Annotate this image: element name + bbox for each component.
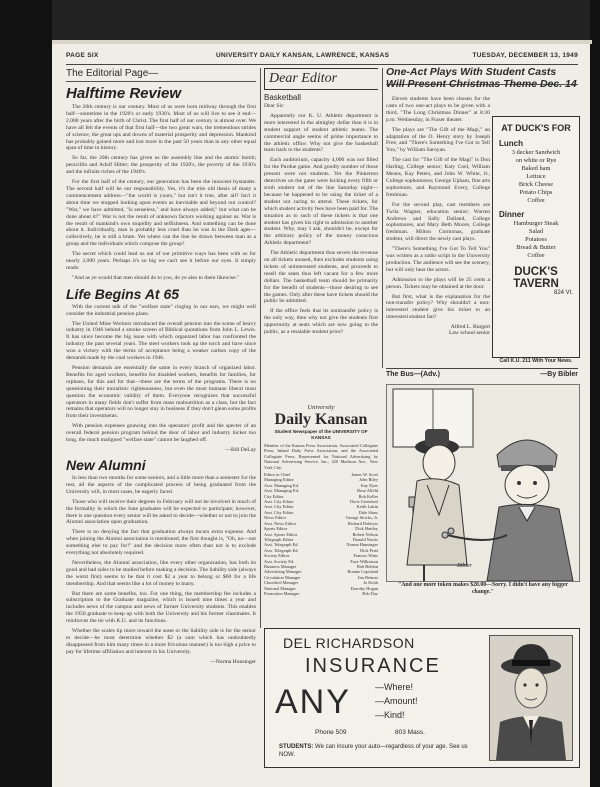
staff-person: Dale Shaw (358, 509, 378, 515)
staff-person: Frances Watts (353, 553, 378, 559)
insurance-any: ANY (275, 683, 351, 721)
alumni-headline: New Alumni (66, 456, 146, 473)
menu-item: Potatoes (525, 236, 547, 243)
plays-column (386, 96, 490, 368)
staff-person: Dick Pratt (360, 547, 378, 553)
bus-cartoon-drawing (387, 385, 579, 581)
call-news-line: Call K.U. 211 With Your News. (499, 358, 573, 364)
halftime-paragraph: The secret which could lead us out of our primitive ways has been with us for nearly 2,000 years. Perhaps it's so big we can't see it before our eyes. It simply reads: (66, 251, 256, 271)
life-paragraph: With the current talk of the "welfare state" ringing in our ears, we might well consider the industrial pension plans. (66, 303, 256, 317)
cartoon-illustration (386, 384, 580, 582)
letter-signature-role: Law school senior (448, 330, 490, 337)
cartoon-signature: Bibler (457, 563, 472, 569)
letter-paragraph: The Athletic department thus severs the revenue on all tickets unused, then excludes students using tickets of uninterested students, and proceeds to resell the seats thus left vacant for a few more dollars. The basketball team should be primarily for the benefit of students—those desiring to see the games. Only after these have tickets should the public be admitted. (264, 250, 378, 305)
staff-role: Advertising Manager (264, 569, 302, 575)
dear-editor-title: Dear Editor (269, 71, 338, 86)
menu-item: Hamburger Steak (513, 220, 559, 227)
staff-role: Editor in Chief (264, 472, 291, 478)
staff-person: Bob Keller (358, 493, 378, 499)
staff-person: Bob Beldon (356, 563, 378, 569)
staff-role: Asst. Society Ed. (264, 558, 295, 564)
alumni-paragraph: But there are some benefits, too. For one thing, the membership fee includes a subscription to the Graduate magazine, which is issued nine times a year and includes news of the campus and news of former University students. This enables the 1950 graduate to keep up with both the University and his former classmates. It reinforces the tie with K.U. and its functions. (66, 590, 256, 625)
insurance-where: —Where! (375, 682, 414, 692)
life-paragraph: With pension expenses gnawing into the operators' profit and the specter of an overall federal pension program behind the door of labor and industry bicker too long, the much maligned "welfare state" cannot be laughed off. (66, 423, 256, 444)
masthead-title: Daily Kansan (274, 411, 368, 428)
page-number: PAGE SIX (66, 52, 99, 59)
cartoon-byline: —By Bibler (540, 371, 578, 378)
masthead-small: University (307, 404, 335, 411)
header-rule (66, 64, 578, 65)
menu-item: 3 decker Sandwich (511, 149, 561, 156)
menu-item: on white or Rye (515, 157, 557, 164)
paper-name: UNIVERSITY DAILY KANSAN, LAWRENCE, KANSAS (216, 52, 390, 59)
agent-portrait (489, 635, 573, 761)
staff-person: Dorothy Hogan (350, 585, 378, 591)
cartoon-caption: "And one more token makes $20.00—Sorry. I didn't have any bigger change." (398, 582, 568, 595)
staff-role: National Manager (264, 585, 296, 591)
staff-person: George Stricks, Jr. (345, 515, 378, 521)
staff-role: Asst. Telegraph Ed. (264, 542, 299, 548)
alumni-paragraph: There is no denying the fact that graduation always incurs extra expense. And when joining the Alumni association is mentioned, the first thought is, "Oh, no—not something else to pay for!" and the decision more often than not is to exclude everything not absolutely required. (66, 529, 256, 557)
staff-role: News Editor (264, 515, 287, 521)
staff-role: City Editor (264, 493, 284, 499)
ducks-name: DUCK'S (514, 266, 558, 278)
plays-paragraph: The plays are "The Gift of the Magi," an adaptation of the O. Henry story by Joseph Free, and "There's Something I've Got to Tell You," by William Saroyan. (386, 126, 490, 154)
cartoon-rule (386, 368, 578, 369)
editorial-column (66, 68, 256, 783)
staff-person: Bonnie Copeland (347, 569, 378, 575)
staff-person: Dick Hartley (355, 526, 378, 532)
staff-role: Sports Editor (264, 526, 288, 532)
staff-role: Asst. City Editor (264, 504, 294, 510)
staff-role: Asst. News Editor (264, 520, 297, 526)
staff-role: Asst. Managing Ed. (264, 488, 299, 494)
plays-headline-line2: Will Present Christmas Theme Dec. 14 (386, 78, 577, 90)
halftime-paragraph: "And as ye would that men should do to you, do ye also to them likewise." (72, 274, 240, 281)
halftime-headline: Halftime Review (66, 85, 182, 102)
page-date: TUESDAY, DECEMBER 13, 1949 (472, 52, 578, 59)
plays-paragraph: Admission to the plays will be 25 cents a person. Tickets may be obtained at the door. (386, 276, 490, 290)
insurance-word: INSURANCE (305, 655, 441, 677)
staff-role: Managing Editor (264, 477, 294, 483)
menu-item: Coffee (527, 197, 545, 204)
life-signature: —Bill DeLay (225, 446, 256, 453)
menu-item: Salad (528, 228, 544, 235)
column-rule (382, 68, 383, 368)
dinner-menu (493, 220, 579, 260)
staff-person: John Riley (359, 477, 378, 483)
letter-paragraph: Apparently our K. U. Athletic department is more interested in the almighty dollar than it is in student support of student athletic teams. The commercial angle seems of prime importance to the athletic office. Why not give the basketball team back to the students? (264, 112, 378, 154)
letter-salutation: Dear Sir: (264, 103, 285, 109)
staff-role: Circulation Manager (264, 574, 301, 580)
staff-role: Asst. Telegraph Ed. (264, 547, 299, 553)
alumni-signature: —Norma Hunsinger (210, 658, 256, 665)
staff-role: Asst. City Editor (264, 499, 294, 505)
dear-editor-box (264, 68, 378, 90)
plays-paragraph: The cast for "The Gift of the Magi" is Don Harling, College senior; Katy Coel, William Means, Kay Peters, and John W. White, Jr., College sophomores; George Upham, fine arts sophomore, and Raymond Every, College freshman. (386, 157, 490, 198)
insurance-phone: Phone 509 (315, 729, 347, 736)
column-rule (260, 68, 261, 628)
ducks-ad (492, 116, 580, 358)
staff-person: Robert Nelson (352, 531, 378, 537)
dinner-heading: Dinner (499, 210, 525, 219)
life-headline: Life Begins At 65 (66, 285, 180, 302)
alumni-paragraph: Nevertheless, the Alumni association, like every other organization, has both its good and bad sides to be studied before making a decision. The liability side (always the worst first) seems to be that it cost $2 a year to belong or $60 for a life membership. And that seems like a lot of money to many. (66, 559, 256, 587)
ducks-tavern: TAVERN (513, 278, 559, 290)
staff-person: Keith Lattin (356, 504, 378, 510)
lunch-heading: Lunch (499, 139, 523, 148)
agent-portrait-drawing (490, 636, 572, 760)
letter-subhead: Basketball (264, 93, 301, 102)
staff-person: Jo Keith (363, 580, 378, 586)
letter-signature-name: Alfred L. Burgert (450, 324, 490, 331)
menu-item: Brick Cheese (518, 181, 554, 188)
staff-person: Jim Reimer (357, 574, 378, 580)
insurance-students-note (279, 743, 479, 759)
staff-role: Classified Manager (264, 580, 299, 586)
page-header (66, 52, 578, 64)
staff-role: Telegraph Editor (264, 536, 294, 542)
insurance-amount: —Amount! (375, 696, 418, 706)
cartoon-title: The Bus—(Adv.) (386, 371, 440, 378)
halftime-paragraph: For the first half of the century, our generation has been the innocent bystander. The second half will be our responsibility. Yes, it's the trite old thesis of many a commencement address—"the world is yours," but isn't it true, after all? Isn't it about time we stopped looking upon events as inevitable and beyond our control? "War," we have admitted, "is senseless," and have always added," but what can be done about it?" War is not the result of unknown factors working against us. War is the result of mankind's own stupidity and selfishness. And something can be done about it. Individually, man is probably less cruel than he was in the Dark ages—collectively, he is still a brute. Yet where can the line be drawn between man as a group and the individuals which compose the group? (66, 179, 256, 248)
staff-row (264, 591, 378, 596)
plays-paragraph: "There's Something I've Got To Tell You" was written as a radio script in the University production. The audience will see the scenery, but will only hear the actors. (386, 246, 490, 273)
plays-headline-line1: One-Act Plays With Student Casts (386, 66, 557, 78)
menu-item: Potato Chips (519, 189, 553, 196)
staff-person: Doris Greenleaf (349, 499, 378, 505)
halftime-paragraph: So far, the 20th century has given us the assembly line and the atomic bomb; penicillin and Adolf Hitler; the prosperity of the 1920's, the poverty of the 1930's and the infinite riches of the 1940's. (66, 155, 256, 176)
halftime-paragraph: The 20th century is our century. Most of us were born midway through the first half—sometime in the 1920's or early 1930's. Most of us will live to see it end—2,000 years after the birth of Christ. The first half of our century is almost over. We have all felt the events of that first half—the two great wars, the tremendous strides of science, the great ups and downs of material prosperity and depression. Mankind has probably gained more and lost more in the past 50 years than in any other equal span of time in history. (66, 104, 256, 152)
scan-border-left (0, 0, 52, 787)
plays-paragraph: But first, what is the explanation for the non-transfer policy? Why shouldn't a non-interested student give his ticket to an interested student fan? (386, 293, 490, 321)
staff-person: Donald Norris (352, 536, 378, 542)
staff-person: Norma Hunsinger (346, 542, 378, 548)
staff-role: Society Editor (264, 553, 290, 559)
staff-person: James W. Scott (351, 472, 378, 478)
cartoon-heading (386, 371, 578, 381)
masthead-tagline: Student Newspaper of the UNIVERSITY OF KANSAS (274, 429, 368, 440)
plays-paragraph: Eleven students have been chosen for the casts of two one-act plays to be given with a third, "The Long Christmas Dinner" at 8:30 p.m. Wednesday, in Fraser theater. (386, 96, 490, 123)
alumni-paragraph: Those who will receive their degrees in February will not be involved in much of the formality in which the June graduates will be expected to participate; however, there is one question every senior will be asked to decide—whether or not to join the Alumni association upon graduation. (66, 498, 256, 526)
newspaper-page (52, 44, 590, 787)
letter-paragraph: If the office feels that its nontransfer policy is the only way, then why not give the students first opportunity at seats which are now going to the public, as a resalable student price? (264, 308, 378, 336)
ducks-address: 824 Vt. (553, 290, 573, 296)
section-title: The Editorial Page— (66, 68, 256, 82)
staff-person: Faye Wilkinson (350, 558, 378, 564)
menu-item: Coffee (527, 252, 545, 259)
staff-list (264, 472, 378, 596)
staff-person: Richard Dobeyer (347, 520, 378, 526)
staff-role: Asst. Sports Editor (264, 531, 298, 537)
lunch-menu (493, 149, 579, 205)
staff-person: Rose Alfeld (357, 488, 378, 494)
staff-person: Kay Dyer (360, 482, 378, 488)
letters-column (264, 68, 378, 403)
staff-role: Business Manager (264, 563, 297, 569)
staff-person: Bob Day (362, 590, 378, 596)
menu-item: Lettuce (526, 173, 546, 180)
insurance-name: DEL RICHARDSON (283, 635, 415, 651)
alumni-paragraph: In less than two months for some seniors, and a little more than a semester for the rest, all the aspects of the complicated process of being graduated from the University will, in most cases, be eagerly faced. (66, 474, 256, 495)
alumni-paragraph: Whether the scales tip more toward the asset or the liability side is for the senior to decide—he must determine whether $2 (a sum which has undoubtedly disappeared from him many times in a more frivolous manner) is too high a price to pay for lifetime affiliation and interest in his University. (66, 628, 256, 655)
staff-role: Promotion Manager (264, 590, 300, 596)
plays-paragraph: For the second play, cast members are Twila Wagner, education senior; Warren Andrews and Sally Dalland, College sophomores, and Mary Beth Moore, College freshman. Milton Cormonas, graduate student, will direct the newly cast plays. (386, 201, 490, 243)
insurance-students-label: STUDENTS: (279, 744, 314, 750)
ducks-title: AT DUCK'S FOR (501, 123, 571, 133)
insurance-address: 803 Mass. (395, 729, 425, 736)
insurance-ad (264, 628, 580, 768)
plays-headline (386, 66, 578, 94)
insurance-kind: —Kind! (375, 710, 405, 720)
staff-role: Asst. Managing Ed. (264, 482, 299, 488)
letter-paragraph: Each auditorium, capacity 4,000 was not filled for the Purdue game. And goodly number of those present were not students. Yet the Pinkerton detectives on the gates were kicking every fifth or sixth student out of the line Saturday night—because he happened to be using the ticket of a student not caring to attend. These tickets, for which student activity fees have been paid for. The situation as to such of these tickets is that one student has given his right to admission to another student. Why, may I ask, shouldn't he, except for the arbitrary policy of the money conscious Athletic department? (264, 157, 378, 247)
staff-role: Asst. City Editor (264, 509, 294, 515)
insurance-students-text: We can insure your auto—regardless of your age. See us NOW. (279, 744, 468, 758)
scan-border-right (590, 0, 600, 787)
masthead-member-text: Member of the Kansas Press Association, Associated Collegiate Press, Inland Daily Press Association, and the Associated Collegiate Press. Represented for National Advertising by National Advertising Service, Inc., 420 Madison Ave., New York City. (264, 443, 378, 470)
menu-item: Baked ham (521, 165, 551, 172)
life-paragraph: Pension demands are essentially the same in every branch of organized labor. Benefits for aged workers, benefits for disabled workers, benefits for families, for orphans, for this and for that—these are the terms of the programs. There is no questioning their moralistic righteousness, but even the most humane liberal must question the economic validity of them. Everyone recognizes that successful operators in many fields don't suffer from mass malnutrition as a class, but the fact remains that operators will no longer stay in business if they don't glean some profits from their investments. (66, 365, 256, 420)
masthead (264, 404, 378, 628)
menu-item: Bread & Butter (516, 244, 556, 251)
life-paragraph: The United Mine Workers introduced the overall pension into the scene of heavy industry in 1946 behind a smoke screen of Biblical quotations from John L. Lewis. It has since become the big issue with which organized labor has confronted the industry the past several years. The steel workers took up the torch and have since won a victory with the terms of acceptance being a weaker carbon copy of the demands made by the coal workers in 1946. (66, 320, 256, 362)
